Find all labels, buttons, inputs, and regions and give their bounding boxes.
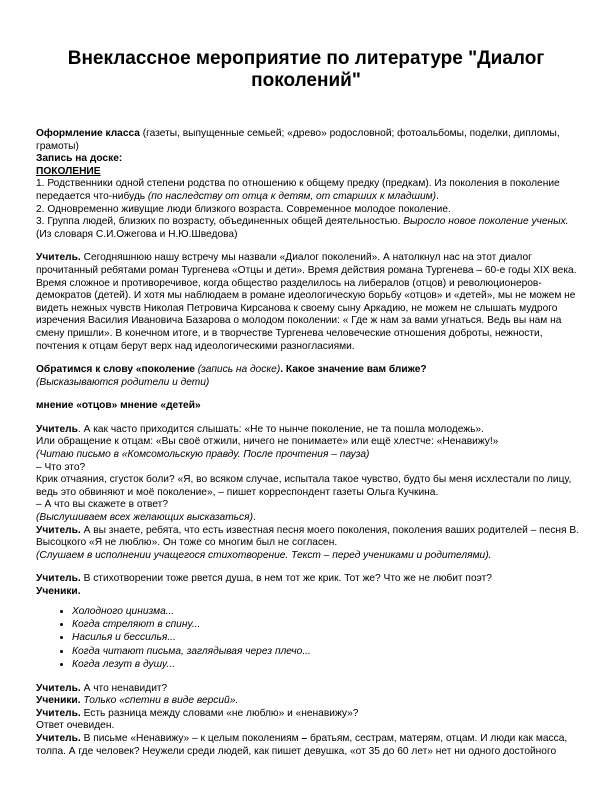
dictionary-source: (Из словаря С.И.Ожегова и Н.Ю.Шведова) (36, 228, 238, 240)
teacher2-line1: Учитель. А как часто приходится слышать: «Не то нынче поколение, не та пошла молодежь». (36, 423, 484, 435)
list-item: • Холодного цинизма... (72, 605, 584, 618)
list-item: • Когда лезут в душу... (72, 658, 584, 671)
speaker-label: Учитель (36, 423, 78, 435)
teacher-intro-paragraph: Учитель. Сегодняшнюю нашу встречу мы назвали «Диалог поколений». А натолкнул нас на этот диалог прочитанный ребятами роман Тургенева «Отцы и дети». Время действия романа Тургенева – 60-е годы XIX века. Время сложное и противоречивое, когда общество разделилось на либералов (отцов) и революционеров-демократов (детей). И хотя мы наблюдаем в романе идеологическую борьбу «отцов» и «детей», мы не можем не видеть нежных чувств Николая Петровича Кирсанова к своему сыну Аркадию, не можем не слышать мудрого изречения Василия Ивановича Базарова о молодом поколении: « Где ж нам за вами угнаться. Ведь вы нам на смену пришли». В конечном итоге, и в творчестве Тургенева человеческие отношения доброты, нежности, почтения к отцам берут верх над идеологическими разногласиями. (36, 252, 577, 352)
board-heading: ПОКОЛЕНИЕ (36, 165, 101, 177)
teacher2-line5: Крик отчаяния, сгусток боли? «Я, во всяком случае, испытала такое чувство, будто бы меня исхлестали по лицу, ведь это обвиняют и моё поколение», – пишет корреспондент газеты Ольга Кучкина. (36, 474, 572, 498)
teacher2-line3: (Читаю письмо в «Комсомольскую правду. После прочтения – пауза) (36, 449, 370, 461)
page-title: Внеклассное мероприятие по литературе "Диалог поколений" (67, 48, 545, 91)
list-item: • Насилья и бессилья... (72, 631, 584, 644)
opinions-line: мнение «отцов» мнение «детей» (36, 400, 201, 412)
list-item: • Когда читают письма, заглядывая через плечо... (72, 645, 584, 658)
definition-1: 1. Родственники одной степени родства по отношению к общему предку (предкам). Из поколения в поколение передается что-нибудь (по наследству от отца к детям, от старших к младшим). (36, 178, 560, 202)
teacher2-line6: – А что вы скажете в ответ? (36, 499, 168, 511)
class-design-text: (газеты, выпущенные семьей; «древо» родословной; фотоальбомы, поделки, дипломы, грамоты) (36, 128, 560, 152)
teacher3-paragraph: Учитель. А вы знаете, ребята, что есть известная песня моего поколения, поколения ваших родителей – песня В. Высоцкого «Я не люблю». Он тоже со многим был не согласен. (36, 524, 580, 549)
speaker-label: Учитель. (36, 252, 81, 264)
document-body (36, 128, 584, 758)
definition-3: 3. Группа людей, близких по возрасту, объединенных общей деятельностью. Выросло новое поколение ученых. (36, 216, 569, 228)
teacher2-line2: Или обращение к отцам: «Вы своё отжили, ничего не понимаете» или ещё хлестче: «Ненавижу!» (36, 436, 499, 448)
teacher2-line4: – Что это? (36, 461, 86, 473)
speaker-label: Учитель. (36, 573, 81, 585)
teacher4-paragraph: Учитель. В стихотворении тоже рвется душа, в нем тот же крик. Тот же? Что же не любит поэт? (36, 573, 492, 585)
definition-2: 2. Одновременно живущие люди близкого возраста. Современное молодое поколение. (36, 203, 451, 215)
speaker-label: Учитель. (36, 682, 81, 694)
question-line: Обратимся к слову «поколение (запись на доске). Какое значение вам ближе? (36, 364, 427, 376)
answers-list (36, 605, 584, 672)
ending-teacher2: Учитель. Есть разница между словами «не люблю» и «ненавижу»? (36, 707, 359, 719)
ending-teacher3: Учитель. В письме «Ненавижу» – к целым поколениям – братьям, сестрам, матерям, отцам. И люди как масса, толпа. А где человек? Неужели среди людей, как пишет девушка, «от 35 до 60 лет» нет ни одного достойного (36, 733, 568, 757)
question-note: (Высказываются родители и дети) (36, 376, 210, 388)
ending-teacher1: Учитель. А что ненавидит? (36, 682, 168, 694)
speaker-label: Ученики. (36, 695, 81, 707)
ending-students1: Ученики. Только «спетни в виде версий». (36, 695, 239, 707)
class-design-paragraph (36, 128, 584, 153)
speaker-label: Учитель. (36, 733, 81, 744)
students-label: Ученики. (36, 586, 81, 597)
speaker-label: Учитель. (36, 524, 81, 536)
list-item: • Когда стреляют в спину... (72, 618, 584, 631)
class-design-label: Оформление класса (36, 128, 140, 139)
ending-answer: Ответ очевиден. (36, 720, 115, 732)
board-label: Запись на доске: (36, 153, 123, 165)
teacher2-line7: (Выслушиваем всех желающих высказаться). (36, 512, 256, 524)
teacher3-note: (Слушаем в исполнении учащегося стихотворение. Текст – перед учениками и родителями). (36, 549, 492, 561)
speaker-label: Учитель. (36, 707, 81, 719)
